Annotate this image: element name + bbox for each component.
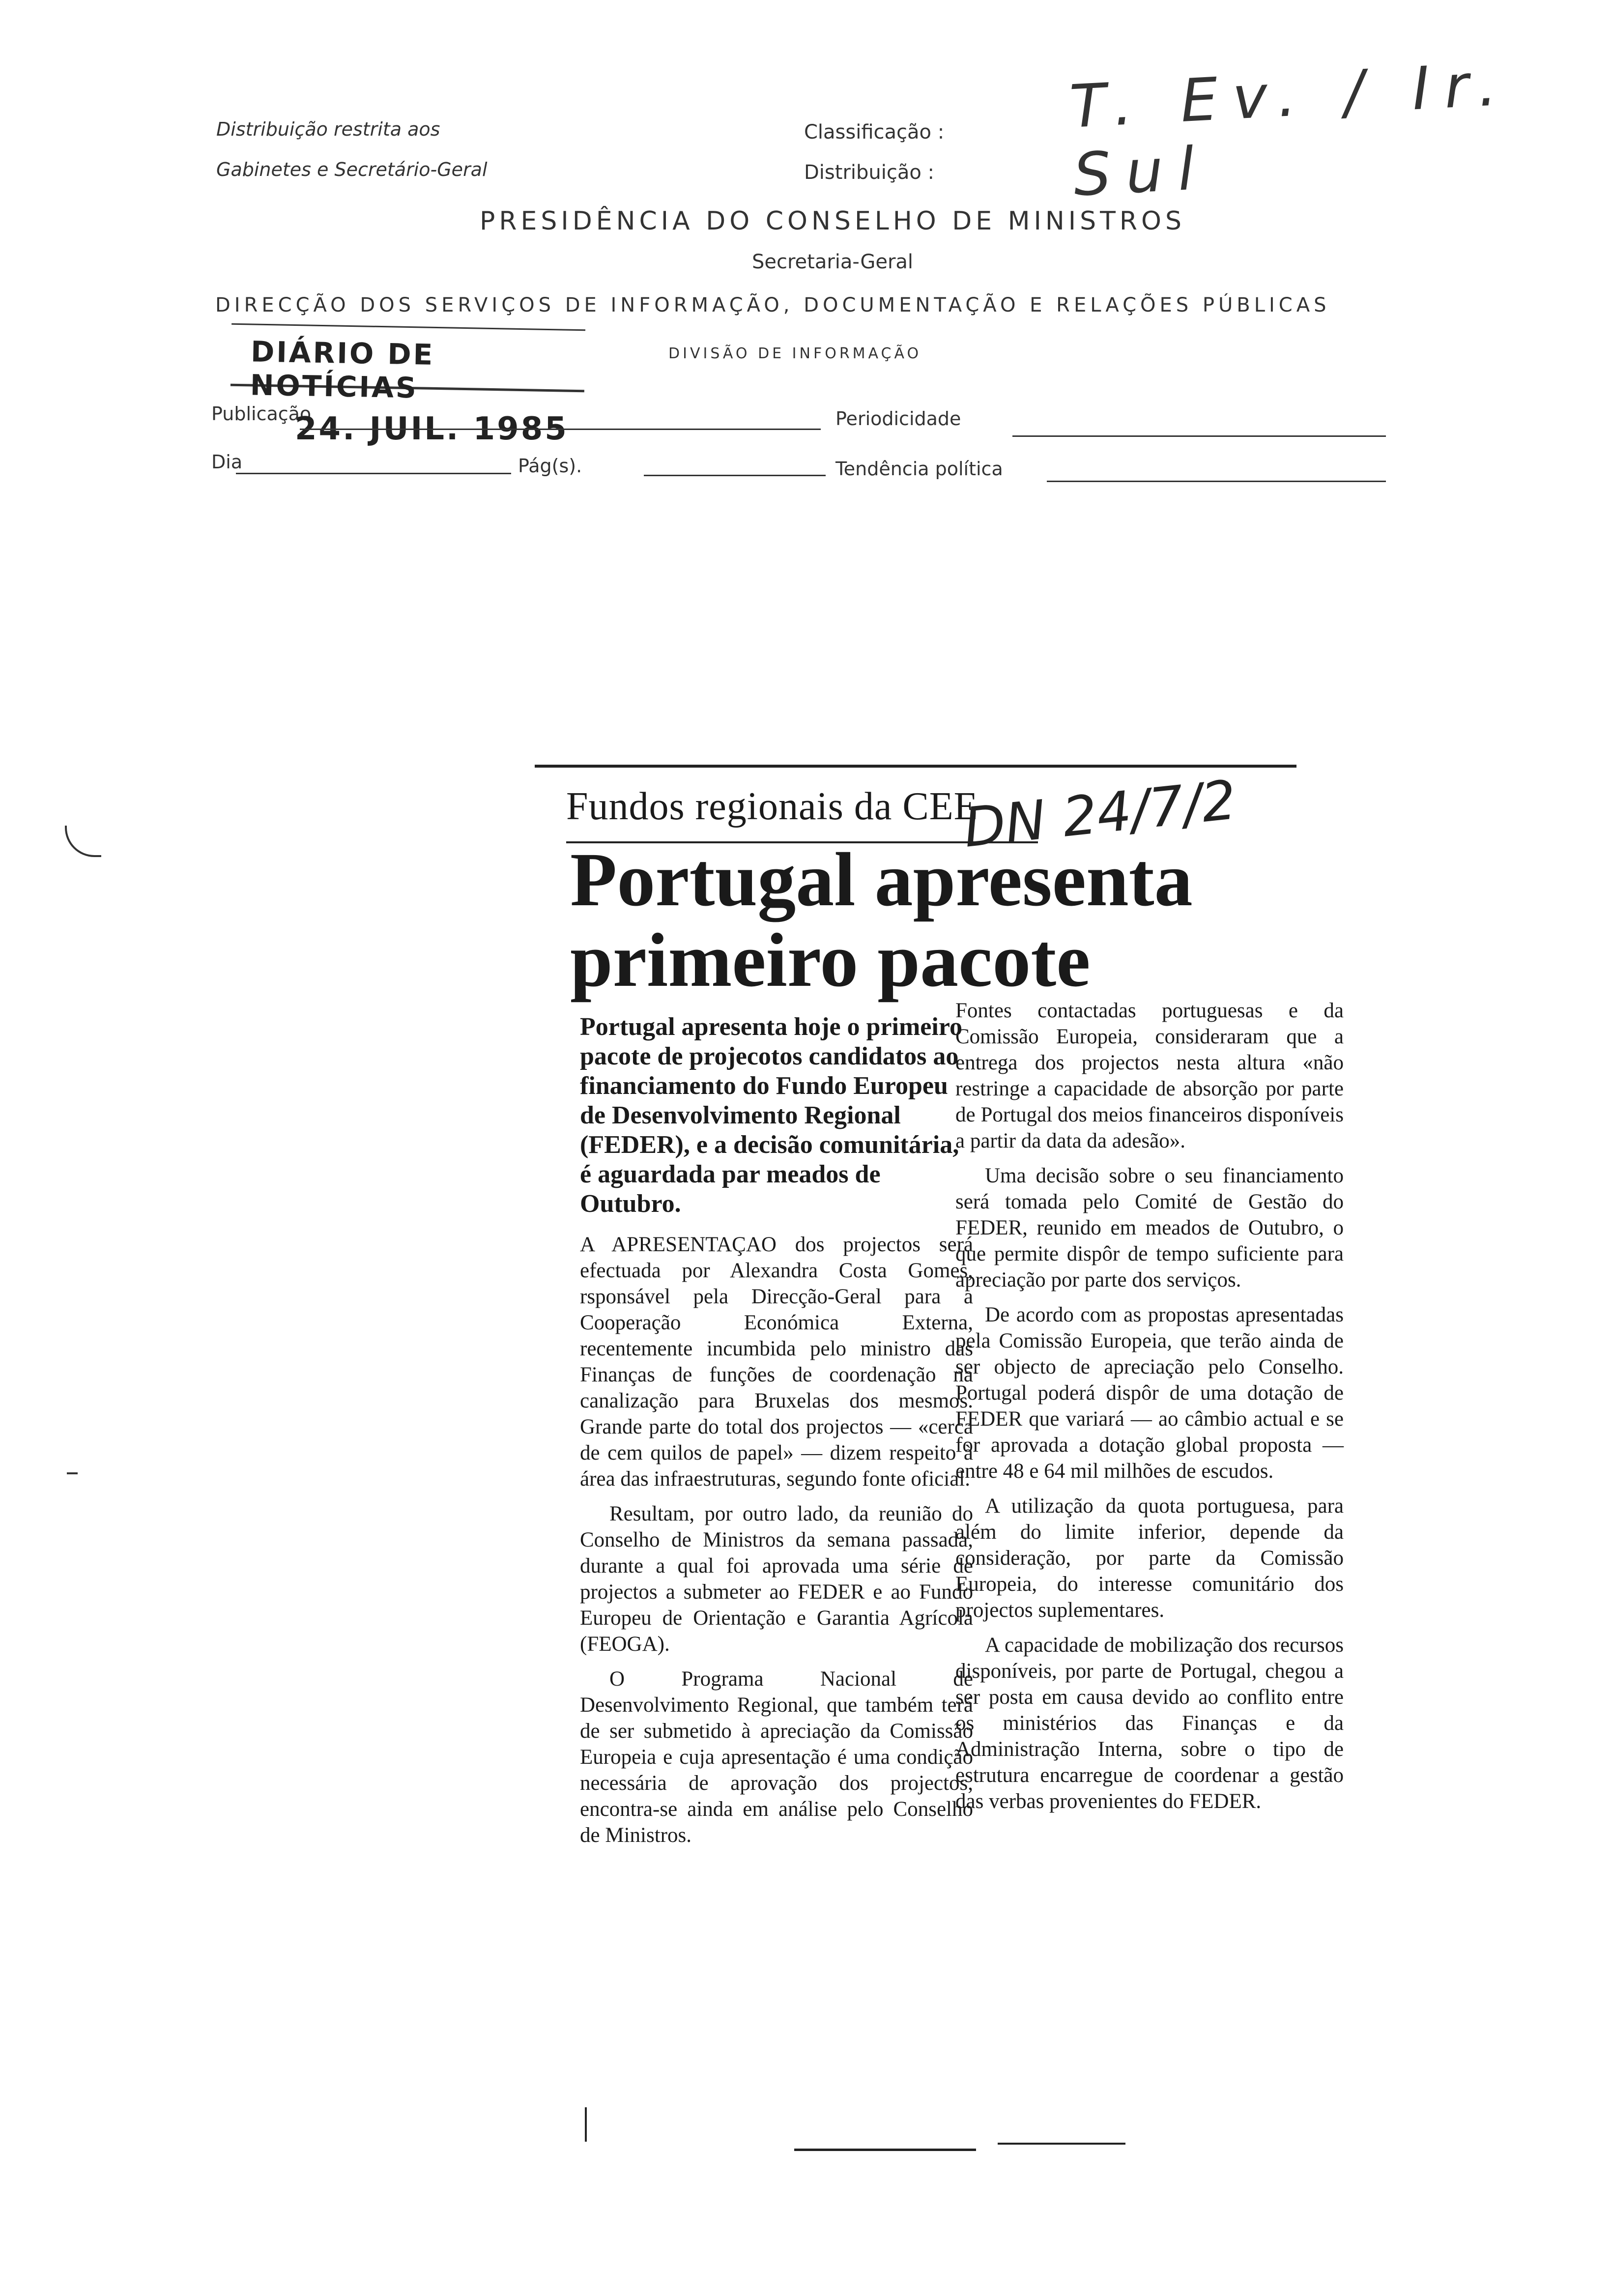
publication-label: Publicação xyxy=(211,403,312,425)
date-stamp: 24. JUIL. 1985 xyxy=(295,411,569,447)
presidency-heading: PRESIDÊNCIA DO CONSELHO DE MINISTROS xyxy=(480,206,1185,236)
article-left-column xyxy=(580,1012,973,1857)
right-paragraph-5: A capacidade de mobilização dos recursos disponíveis, por parte de Portugal, chegou a ser posta em causa devido ao conflito entre os ministérios das Finanças e da Administração Interna, sobre o tipo de estrutura encarregue de coordenar a gestão das verbas provenientes do FEDER. xyxy=(955,1634,1344,1813)
distribution-line-2: Gabinetes e Secretário-Geral xyxy=(216,159,488,180)
article-bottom-rule xyxy=(794,2149,976,2151)
article-lead: Portugal apresenta hoje o primeiro pacote de projecotos candidatos ao financiamento do Fundo Europeu de Desenvolvimento Regional (FEDER), e a decisão comunitária, é aguardada par meados de Outubro. xyxy=(580,1013,962,1218)
right-paragraph-2: Uma decisão sobre o seu financiamento será tomada pelo Comité de Gestão do FEDER, reunido em meados de Outubro, o que permite dispôr de tempo suficiente para apreciação por parte dos serviços. xyxy=(955,1164,1344,1292)
periodicity-field-line xyxy=(1012,435,1386,437)
distribution-label: Distribuição : xyxy=(804,161,935,184)
left-column-body xyxy=(580,1232,973,1848)
article-right-column xyxy=(955,998,1344,1823)
handwritten-note-top: T. Ev. / Ir. Sul xyxy=(1068,50,1513,210)
left-paragraph-1: A APRESENTAÇAO dos projectos será efectuada por Alexandra Costa Gomes, rsponsável pela Direcção-Geral para a Cooperação Económica Externa, recentemente incumbida pelo ministro das Finanças de funções de coordenação na canalização para Bruxelas dos mesmos. Grande parte do total dos projectos — «cerca de cem quilos de papel» — dizem respeito à área das infraestruturas, segundo fonte oficial. xyxy=(580,1233,973,1491)
day-field-line xyxy=(236,473,511,474)
classification-label: Classificação : xyxy=(804,121,945,144)
directorate-heading: DIRECÇÃO DOS SERVIÇOS DE INFORMAÇÃO, DOCUMENTAÇÃO E RELAÇÕES PÚBLICAS xyxy=(215,294,1330,316)
newspaper-stamp xyxy=(230,323,585,405)
article-headline xyxy=(570,839,1193,1001)
political-tendency-label: Tendência política xyxy=(835,458,1003,480)
secretariat-heading: Secretaria-Geral xyxy=(752,251,914,273)
article-top-rule xyxy=(535,765,1296,768)
periodicity-label: Periodicidade xyxy=(835,408,961,430)
distribution-line-1: Distribuição restrita aos xyxy=(216,118,440,140)
classification-block xyxy=(804,112,944,193)
pages-field-line xyxy=(644,475,826,476)
article-kicker: Fundos regionais da CEE xyxy=(566,785,979,828)
right-paragraph-3: De acordo com as propostas apresentadas pela Comissão Europeia, que terão ainda de ser objecto de apreciação pelo Conselho. Portugal poderá dispôr de uma dotação de FEDER que variará — ao câmbio actual e se for aprovada a dotação global proposta — entre 48 e 64 mil milhões de escudos. xyxy=(955,1303,1344,1483)
left-paragraph-3: O Programa Nacional de Desenvolvimento Regional, que também terá de ser submetido à apreciação da Comissão Europeia e cuja apresentação é uma condição necessária de aprovação dos projectos, encontra-se ainda em análise pelo Conselho de Ministros. xyxy=(580,1667,973,1847)
right-column-end-rule xyxy=(998,2143,1125,2145)
day-label: Dia xyxy=(211,451,243,473)
political-tendency-field-line xyxy=(1047,481,1386,482)
publication-field-line xyxy=(300,429,821,430)
headline-line-1: Portugal apresenta xyxy=(570,837,1193,922)
headline-line-2: primeiro pacote xyxy=(570,918,1091,1003)
distribution-note xyxy=(216,109,488,190)
left-column-margin-rule xyxy=(585,2107,587,2142)
stamp-newspaper-name: DIÁRIO DE NOTÍCIAS xyxy=(250,335,435,405)
right-paragraph-1: Fontes contactadas portuguesas e da Comissão Europeia, consideraram que a entrega dos projectos nesta altura «não restringe a capacidade de absorção por parte de Portugal dos meios financeiros disponíveis a partir da data da adesão». xyxy=(955,999,1344,1152)
handwritten-note-headline: DN 24/7/2 xyxy=(960,768,1239,860)
right-paragraph-4: A utilização da quota portuguesa, para além do limite inferior, depende da consideração, por parte da Comissão Europeia, do interesse comunitário dos projectos suplementares. xyxy=(955,1494,1344,1622)
scan-mark-left xyxy=(65,826,101,857)
division-label: DIVISÃO DE INFORMAÇÃO xyxy=(668,345,922,362)
left-paragraph-2: Resultam, por outro lado, da reunião do Conselho de Ministros da semana passada, durante a qual foi aprovada uma série de projectos a submeter ao FEDER e ao Fundo Europeu de Orientação e Garantia Agrícola (FEOGA). xyxy=(580,1502,973,1656)
pages-label: Pág(s). xyxy=(518,455,582,477)
scan-mark-small xyxy=(67,1472,78,1474)
